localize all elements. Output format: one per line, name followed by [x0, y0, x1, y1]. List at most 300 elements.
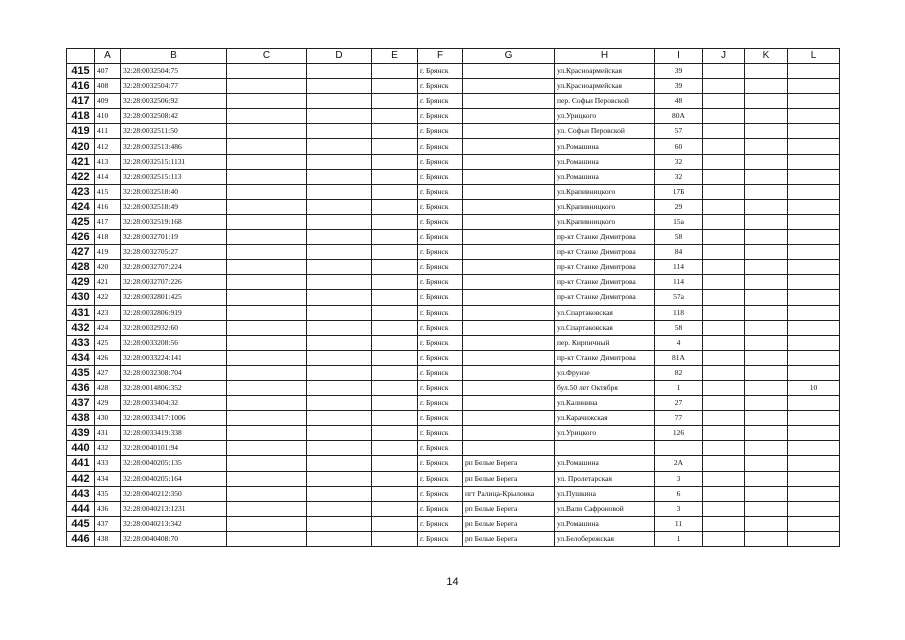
cell-d[interactable] [307, 184, 372, 199]
cell-i[interactable]: 11 [655, 516, 703, 531]
cell-d[interactable] [307, 245, 372, 260]
cell-g[interactable] [463, 411, 555, 426]
cell-l[interactable] [788, 471, 840, 486]
cell-e[interactable] [372, 380, 418, 395]
cell-k[interactable] [745, 380, 788, 395]
cell-b[interactable]: 32:28:0032504:75 [121, 64, 227, 79]
cell-b[interactable]: 32:28:0032506:92 [121, 94, 227, 109]
cell-i[interactable]: 39 [655, 64, 703, 79]
cell-h[interactable]: бул.50 лет Октября [555, 380, 655, 395]
cell-j[interactable] [703, 169, 745, 184]
row-number[interactable]: 415 [67, 64, 95, 79]
cell-c[interactable] [227, 501, 307, 516]
cell-a[interactable]: 413 [95, 154, 121, 169]
cell-h[interactable]: пр-кт Станке Димитрова [555, 275, 655, 290]
cell-e[interactable] [372, 426, 418, 441]
row-number[interactable]: 436 [67, 380, 95, 395]
cell-i[interactable]: 57а [655, 290, 703, 305]
cell-a[interactable]: 424 [95, 320, 121, 335]
cell-b[interactable]: 32:28:0033404:32 [121, 396, 227, 411]
cell-b[interactable]: 32:28:0032705:27 [121, 245, 227, 260]
cell-e[interactable] [372, 275, 418, 290]
cell-f[interactable]: г. Брянск [418, 471, 463, 486]
cell-c[interactable] [227, 380, 307, 395]
row-number[interactable]: 432 [67, 320, 95, 335]
row-number[interactable]: 422 [67, 169, 95, 184]
cell-i[interactable]: 84 [655, 245, 703, 260]
cell-b[interactable]: 32:28:0040213:342 [121, 516, 227, 531]
row-number[interactable]: 433 [67, 335, 95, 350]
cell-l[interactable] [788, 411, 840, 426]
cell-d[interactable] [307, 396, 372, 411]
cell-j[interactable] [703, 199, 745, 214]
cell-b[interactable]: 32:28:0032511:50 [121, 124, 227, 139]
cell-h[interactable]: ул.Пушкина [555, 486, 655, 501]
cell-b[interactable]: 32:28:0033417:1006 [121, 411, 227, 426]
cell-a[interactable]: 435 [95, 486, 121, 501]
cell-d[interactable] [307, 109, 372, 124]
cell-e[interactable] [372, 350, 418, 365]
cell-j[interactable] [703, 109, 745, 124]
cell-g[interactable]: рп Белые Берега [463, 531, 555, 546]
cell-b[interactable]: 32:28:0032707:226 [121, 275, 227, 290]
cell-i[interactable]: 1 [655, 531, 703, 546]
cell-i[interactable]: 82 [655, 365, 703, 380]
column-header-g[interactable]: G [463, 49, 555, 64]
cell-b[interactable]: 32:28:0032308:704 [121, 365, 227, 380]
column-header-i[interactable]: I [655, 49, 703, 64]
row-number[interactable]: 419 [67, 124, 95, 139]
cell-i[interactable]: 3 [655, 471, 703, 486]
cell-k[interactable] [745, 245, 788, 260]
cell-b[interactable]: 32:28:0033419:338 [121, 426, 227, 441]
cell-g[interactable]: рп Белые Берега [463, 516, 555, 531]
cell-h[interactable]: ул.Спартаковская [555, 305, 655, 320]
cell-l[interactable] [788, 79, 840, 94]
cell-b[interactable]: 32:28:0032513:486 [121, 139, 227, 154]
cell-k[interactable] [745, 320, 788, 335]
cell-h[interactable]: ул.Ромашина [555, 169, 655, 184]
cell-j[interactable] [703, 396, 745, 411]
cell-d[interactable] [307, 531, 372, 546]
cell-c[interactable] [227, 245, 307, 260]
cell-l[interactable] [788, 365, 840, 380]
cell-a[interactable]: 408 [95, 79, 121, 94]
cell-f[interactable]: г. Брянск [418, 456, 463, 471]
row-number[interactable]: 423 [67, 184, 95, 199]
cell-i[interactable]: 58 [655, 320, 703, 335]
cell-b[interactable]: 32:28:0014806:352 [121, 380, 227, 395]
cell-c[interactable] [227, 79, 307, 94]
cell-i[interactable]: 60 [655, 139, 703, 154]
cell-e[interactable] [372, 365, 418, 380]
cell-h[interactable]: ул.Калинина [555, 396, 655, 411]
cell-e[interactable] [372, 124, 418, 139]
cell-f[interactable]: г. Брянск [418, 154, 463, 169]
row-number[interactable]: 431 [67, 305, 95, 320]
cell-k[interactable] [745, 169, 788, 184]
cell-a[interactable]: 423 [95, 305, 121, 320]
cell-h[interactable]: ул. Пролетарская [555, 471, 655, 486]
cell-d[interactable] [307, 305, 372, 320]
cell-c[interactable] [227, 411, 307, 426]
cell-e[interactable] [372, 230, 418, 245]
cell-g[interactable] [463, 230, 555, 245]
cell-a[interactable]: 419 [95, 245, 121, 260]
cell-f[interactable]: г. Брянск [418, 411, 463, 426]
cell-f[interactable]: г. Брянск [418, 501, 463, 516]
cell-g[interactable] [463, 109, 555, 124]
cell-h[interactable]: пр-кт Станке Димитрова [555, 260, 655, 275]
cell-l[interactable] [788, 154, 840, 169]
cell-b[interactable]: 32:28:0032508:42 [121, 109, 227, 124]
row-number[interactable]: 442 [67, 471, 95, 486]
row-number[interactable]: 425 [67, 214, 95, 229]
cell-e[interactable] [372, 199, 418, 214]
cell-d[interactable] [307, 350, 372, 365]
cell-d[interactable] [307, 471, 372, 486]
cell-k[interactable] [745, 230, 788, 245]
cell-b[interactable]: 32:28:0032932:60 [121, 320, 227, 335]
cell-g[interactable] [463, 320, 555, 335]
cell-a[interactable]: 437 [95, 516, 121, 531]
cell-g[interactable] [463, 124, 555, 139]
cell-k[interactable] [745, 184, 788, 199]
cell-k[interactable] [745, 486, 788, 501]
cell-k[interactable] [745, 335, 788, 350]
cell-f[interactable]: г. Брянск [418, 79, 463, 94]
cell-l[interactable] [788, 350, 840, 365]
row-number[interactable]: 441 [67, 456, 95, 471]
cell-l[interactable] [788, 94, 840, 109]
cell-f[interactable]: г. Брянск [418, 260, 463, 275]
cell-h[interactable]: ул.Урицкого [555, 109, 655, 124]
cell-j[interactable] [703, 245, 745, 260]
cell-l[interactable] [788, 456, 840, 471]
cell-b[interactable]: 32:28:0033224:141 [121, 350, 227, 365]
cell-b[interactable]: 32:28:0032801:425 [121, 290, 227, 305]
cell-d[interactable] [307, 441, 372, 456]
cell-g[interactable] [463, 154, 555, 169]
cell-h[interactable]: ул.Ромашина [555, 154, 655, 169]
cell-f[interactable]: г. Брянск [418, 94, 463, 109]
cell-j[interactable] [703, 426, 745, 441]
cell-l[interactable] [788, 426, 840, 441]
cell-l[interactable] [788, 531, 840, 546]
cell-e[interactable] [372, 245, 418, 260]
cell-a[interactable]: 428 [95, 380, 121, 395]
cell-f[interactable]: г. Брянск [418, 516, 463, 531]
cell-f[interactable]: г. Брянск [418, 64, 463, 79]
cell-h[interactable]: пр-кт Станке Димитрова [555, 245, 655, 260]
cell-i[interactable]: 57 [655, 124, 703, 139]
cell-e[interactable] [372, 214, 418, 229]
cell-h[interactable]: ул.Карачижская [555, 411, 655, 426]
cell-l[interactable] [788, 290, 840, 305]
cell-l[interactable]: 10 [788, 380, 840, 395]
row-number[interactable]: 416 [67, 79, 95, 94]
cell-b[interactable]: 32:28:0032515:1131 [121, 154, 227, 169]
cell-a[interactable]: 422 [95, 290, 121, 305]
cell-d[interactable] [307, 139, 372, 154]
cell-i[interactable]: 32 [655, 169, 703, 184]
cell-h[interactable]: ул.Ромашина [555, 139, 655, 154]
cell-a[interactable]: 431 [95, 426, 121, 441]
cell-c[interactable] [227, 275, 307, 290]
cell-l[interactable] [788, 320, 840, 335]
cell-c[interactable] [227, 230, 307, 245]
cell-b[interactable]: 32:28:0032701:19 [121, 230, 227, 245]
cell-g[interactable] [463, 139, 555, 154]
cell-k[interactable] [745, 501, 788, 516]
cell-k[interactable] [745, 426, 788, 441]
row-number[interactable]: 443 [67, 486, 95, 501]
column-header-a[interactable]: A [95, 49, 121, 64]
cell-c[interactable] [227, 396, 307, 411]
cell-f[interactable]: г. Брянск [418, 109, 463, 124]
cell-d[interactable] [307, 380, 372, 395]
column-header-f[interactable]: F [418, 49, 463, 64]
cell-j[interactable] [703, 441, 745, 456]
cell-l[interactable] [788, 169, 840, 184]
cell-f[interactable]: г. Брянск [418, 365, 463, 380]
cell-l[interactable] [788, 260, 840, 275]
row-number[interactable]: 435 [67, 365, 95, 380]
cell-g[interactable] [463, 169, 555, 184]
cell-k[interactable] [745, 471, 788, 486]
cell-l[interactable] [788, 214, 840, 229]
cell-l[interactable] [788, 501, 840, 516]
cell-c[interactable] [227, 335, 307, 350]
cell-c[interactable] [227, 350, 307, 365]
cell-f[interactable]: г. Брянск [418, 199, 463, 214]
cell-g[interactable] [463, 396, 555, 411]
cell-d[interactable] [307, 94, 372, 109]
cell-a[interactable]: 417 [95, 214, 121, 229]
cell-i[interactable]: 1 [655, 380, 703, 395]
row-number[interactable]: 437 [67, 396, 95, 411]
cell-f[interactable]: г. Брянск [418, 275, 463, 290]
cell-d[interactable] [307, 320, 372, 335]
cell-i[interactable]: 114 [655, 275, 703, 290]
cell-j[interactable] [703, 139, 745, 154]
cell-c[interactable] [227, 124, 307, 139]
cell-g[interactable] [463, 214, 555, 229]
row-number[interactable]: 418 [67, 109, 95, 124]
cell-i[interactable]: 80А [655, 109, 703, 124]
cell-l[interactable] [788, 230, 840, 245]
cell-k[interactable] [745, 260, 788, 275]
cell-g[interactable] [463, 365, 555, 380]
cell-g[interactable]: пгт Ралица-Крыловка [463, 486, 555, 501]
cell-g[interactable]: рп Белые Берега [463, 456, 555, 471]
cell-a[interactable]: 410 [95, 109, 121, 124]
cell-l[interactable] [788, 184, 840, 199]
column-header-l[interactable]: L [788, 49, 840, 64]
row-number[interactable]: 417 [67, 94, 95, 109]
cell-a[interactable]: 432 [95, 441, 121, 456]
cell-l[interactable] [788, 516, 840, 531]
column-header-b[interactable]: B [121, 49, 227, 64]
cell-b[interactable]: 32:28:0032707:224 [121, 260, 227, 275]
cell-b[interactable]: 32:28:0032806:919 [121, 305, 227, 320]
cell-f[interactable]: г. Брянск [418, 245, 463, 260]
cell-g[interactable] [463, 335, 555, 350]
cell-l[interactable] [788, 124, 840, 139]
cell-e[interactable] [372, 109, 418, 124]
cell-l[interactable] [788, 335, 840, 350]
cell-d[interactable] [307, 79, 372, 94]
cell-f[interactable]: г. Брянск [418, 305, 463, 320]
cell-l[interactable] [788, 275, 840, 290]
cell-f[interactable]: г. Брянск [418, 230, 463, 245]
cell-f[interactable]: г. Брянск [418, 380, 463, 395]
cell-a[interactable]: 427 [95, 365, 121, 380]
cell-e[interactable] [372, 456, 418, 471]
column-header-h[interactable]: H [555, 49, 655, 64]
cell-b[interactable]: 32:28:0040205:164 [121, 471, 227, 486]
cell-h[interactable]: ул.Белобережская [555, 531, 655, 546]
cell-g[interactable] [463, 245, 555, 260]
cell-a[interactable]: 429 [95, 396, 121, 411]
cell-j[interactable] [703, 516, 745, 531]
cell-k[interactable] [745, 109, 788, 124]
cell-g[interactable] [463, 260, 555, 275]
cell-f[interactable]: г. Брянск [418, 396, 463, 411]
cell-b[interactable]: 32:28:0033208:56 [121, 335, 227, 350]
cell-i[interactable]: 6 [655, 486, 703, 501]
cell-h[interactable]: ул.Красноармейская [555, 79, 655, 94]
cell-h[interactable]: пр-кт Станке Димитрова [555, 230, 655, 245]
cell-e[interactable] [372, 260, 418, 275]
cell-b[interactable]: 32:28:0040205:135 [121, 456, 227, 471]
cell-e[interactable] [372, 531, 418, 546]
cell-j[interactable] [703, 365, 745, 380]
cell-f[interactable]: г. Брянск [418, 290, 463, 305]
cell-a[interactable]: 420 [95, 260, 121, 275]
row-number[interactable]: 439 [67, 426, 95, 441]
row-number[interactable]: 446 [67, 531, 95, 546]
cell-k[interactable] [745, 531, 788, 546]
cell-c[interactable] [227, 290, 307, 305]
cell-d[interactable] [307, 501, 372, 516]
cell-c[interactable] [227, 305, 307, 320]
cell-j[interactable] [703, 350, 745, 365]
cell-k[interactable] [745, 350, 788, 365]
cell-j[interactable] [703, 411, 745, 426]
cell-h[interactable]: ул.Вали Сафроновой [555, 501, 655, 516]
cell-a[interactable]: 414 [95, 169, 121, 184]
cell-e[interactable] [372, 471, 418, 486]
cell-j[interactable] [703, 380, 745, 395]
cell-g[interactable] [463, 426, 555, 441]
cell-f[interactable]: г. Брянск [418, 335, 463, 350]
cell-g[interactable] [463, 305, 555, 320]
cell-b[interactable]: 32:28:0040408:70 [121, 531, 227, 546]
cell-c[interactable] [227, 365, 307, 380]
cell-g[interactable] [463, 290, 555, 305]
cell-e[interactable] [372, 396, 418, 411]
cell-j[interactable] [703, 154, 745, 169]
cell-g[interactable] [463, 380, 555, 395]
cell-d[interactable] [307, 199, 372, 214]
cell-h[interactable]: ул.Красноармейская [555, 64, 655, 79]
cell-j[interactable] [703, 64, 745, 79]
cell-l[interactable] [788, 199, 840, 214]
cell-i[interactable]: 58 [655, 230, 703, 245]
cell-l[interactable] [788, 139, 840, 154]
cell-d[interactable] [307, 154, 372, 169]
cell-f[interactable]: г. Брянск [418, 184, 463, 199]
cell-a[interactable]: 412 [95, 139, 121, 154]
cell-c[interactable] [227, 441, 307, 456]
cell-i[interactable]: 4 [655, 335, 703, 350]
cell-i[interactable]: 48 [655, 94, 703, 109]
cell-d[interactable] [307, 124, 372, 139]
cell-a[interactable]: 421 [95, 275, 121, 290]
cell-l[interactable] [788, 486, 840, 501]
cell-a[interactable]: 415 [95, 184, 121, 199]
cell-h[interactable]: ул.Урицкого [555, 426, 655, 441]
cell-a[interactable]: 425 [95, 335, 121, 350]
cell-c[interactable] [227, 199, 307, 214]
cell-i[interactable] [655, 441, 703, 456]
cell-a[interactable]: 409 [95, 94, 121, 109]
row-number[interactable]: 430 [67, 290, 95, 305]
column-header-e[interactable]: E [372, 49, 418, 64]
cell-g[interactable] [463, 199, 555, 214]
cell-c[interactable] [227, 109, 307, 124]
cell-j[interactable] [703, 79, 745, 94]
cell-d[interactable] [307, 214, 372, 229]
cell-a[interactable]: 416 [95, 199, 121, 214]
cell-e[interactable] [372, 290, 418, 305]
cell-i[interactable]: 29 [655, 199, 703, 214]
cell-d[interactable] [307, 365, 372, 380]
cell-h[interactable]: ул.Ромашина [555, 456, 655, 471]
cell-d[interactable] [307, 64, 372, 79]
cell-k[interactable] [745, 79, 788, 94]
cell-j[interactable] [703, 335, 745, 350]
cell-i[interactable]: 2А [655, 456, 703, 471]
cell-j[interactable] [703, 94, 745, 109]
cell-k[interactable] [745, 290, 788, 305]
cell-e[interactable] [372, 411, 418, 426]
cell-a[interactable]: 434 [95, 471, 121, 486]
cell-j[interactable] [703, 471, 745, 486]
cell-c[interactable] [227, 184, 307, 199]
row-number[interactable]: 426 [67, 230, 95, 245]
cell-f[interactable]: г. Брянск [418, 531, 463, 546]
row-number[interactable]: 440 [67, 441, 95, 456]
cell-e[interactable] [372, 154, 418, 169]
cell-h[interactable]: ул.Спартаковская [555, 320, 655, 335]
cell-k[interactable] [745, 139, 788, 154]
cell-k[interactable] [745, 411, 788, 426]
cell-d[interactable] [307, 169, 372, 184]
cell-d[interactable] [307, 275, 372, 290]
cell-h[interactable]: пр-кт Станке Димитрова [555, 350, 655, 365]
cell-l[interactable] [788, 441, 840, 456]
row-number[interactable]: 428 [67, 260, 95, 275]
cell-f[interactable]: г. Брянск [418, 320, 463, 335]
cell-c[interactable] [227, 486, 307, 501]
cell-h[interactable]: ул.Фрунзе [555, 365, 655, 380]
cell-a[interactable]: 411 [95, 124, 121, 139]
cell-i[interactable]: 17Б [655, 184, 703, 199]
cell-j[interactable] [703, 305, 745, 320]
cell-h[interactable]: ул. Софьи Перовской [555, 124, 655, 139]
